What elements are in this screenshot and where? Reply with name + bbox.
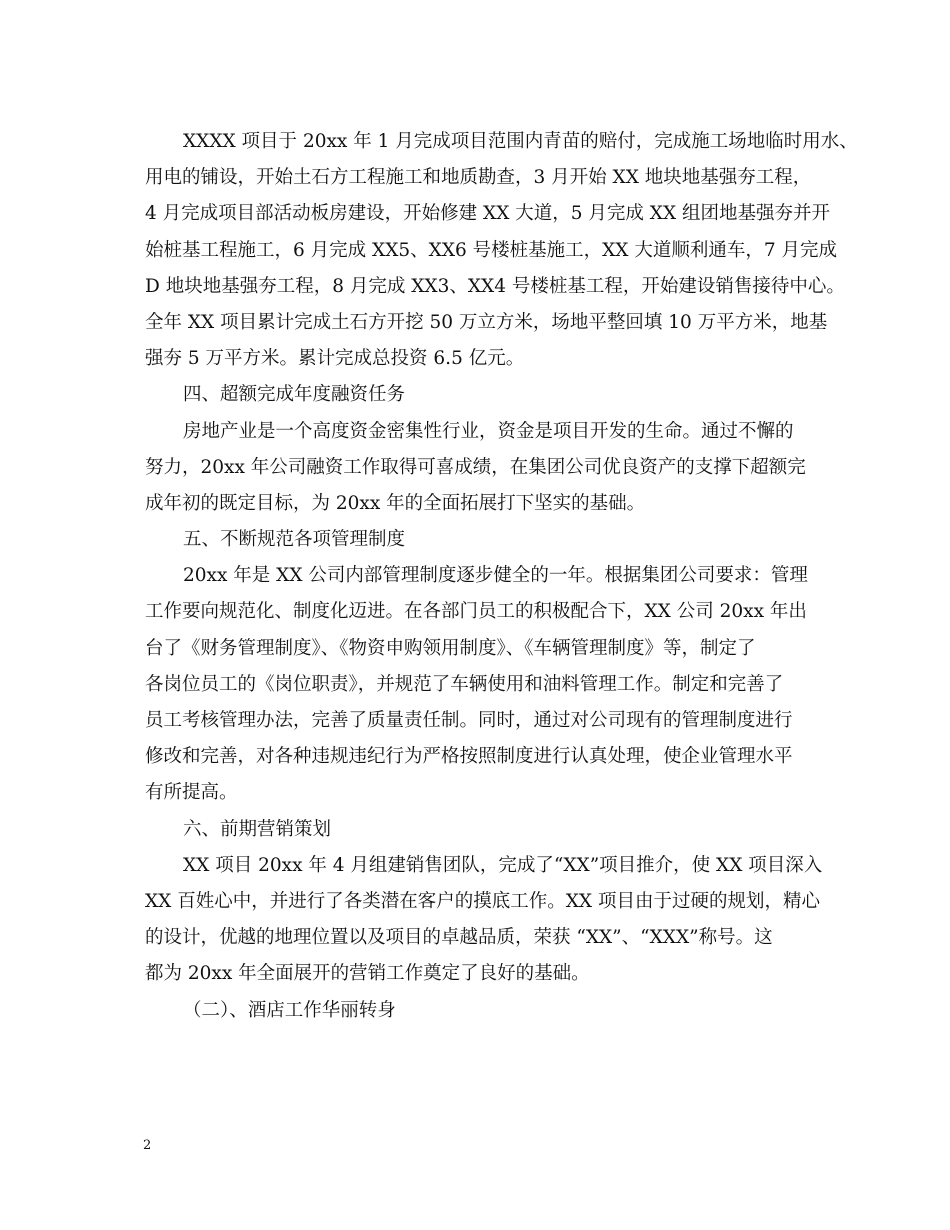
text-line: 各岗位员工的《岗位职责》，并规范了车辆使用和油料管理工作。制定和完善了 <box>145 673 784 695</box>
text-line: 全年 XX 项目累计完成土石方开挖 50 万立方米，场地平整回填 10 万平方米，地基 <box>145 311 828 333</box>
text-line: XX 百姓心中，并进行了各类潜在客户的摸底工作。XX 项目由于过硬的规划，精心 <box>145 890 820 912</box>
text-line: 都为 20xx 年全面展开的营销工作奠定了良好的基础。 <box>145 963 590 985</box>
text-line: 强夯 5 万平方米。累计完成总投资 6.5 亿元。 <box>145 348 525 370</box>
text-line: XXXX 项目于 20xx 年 1 月完成项目范围内青苗的赔付，完成施工场地临时用水、 <box>183 131 858 152</box>
text-line: 20xx 年是 XX 公司内部管理制度逐步健全的一年。根据集团公司要求：管理 <box>183 565 808 587</box>
text-line: 五、不断规范各项管理制度 <box>183 529 406 551</box>
text-line: 成年初的既定目标，为 20xx 年的全面拓展打下坚实的基础。 <box>145 492 646 514</box>
text-line: 始桩基工程施工，6 月完成 XX5、XX6 号楼桩基施工，XX 大道顺利通车，7 月完成 <box>145 239 838 261</box>
text-line: 四、超额完成年度融资任务 <box>183 384 406 406</box>
document-body <box>145 124 858 1029</box>
text-line: 修改和完善，对各种违规违纪行为严格按照制度进行认真处理，使企业管理水平 <box>145 746 793 768</box>
text-line: 努力，20xx 年公司融资工作取得可喜成绩，在集团公司优良资产的支撑下超额完 <box>145 456 806 478</box>
text-line: 用电的铺设，开始土石方工程施工和地质勘查，3 月开始 XX 地块地基强夯工程， <box>145 167 812 189</box>
text-line: 员工考核管理办法，完善了质量责任制。同时，通过对公司现有的管理制度进行 <box>145 710 793 731</box>
text-line: XX 项目 20xx 年 4 月组建销售团队，完成了“XX”项目推介，使 XX 项目深入 <box>183 854 823 876</box>
text-line: 房地产业是一个高度资金密集性行业，资金是项目开发的生命。通过不懈的 <box>183 420 794 442</box>
text-line: 有所提高。 <box>145 782 238 804</box>
text-line: （二）、酒店工作华丽转身 <box>183 999 396 1021</box>
text-line: 六、前期营销策划 <box>183 818 332 840</box>
text-line: 台了《财务管理制度》、《物资申购领用制度》、《车辆管理制度》等，制定了 <box>145 637 756 659</box>
page-number: 2 <box>143 1138 152 1153</box>
text-line: 的设计，优越的地理位置以及项目的卓越品质，荣获 “XX”、“XXX”称号。这 <box>145 927 773 949</box>
text-line: D 地块地基强夯工程，8 月完成 XX3、XX4 号楼桩基工程，开始建设销售接待中心。 <box>145 275 845 297</box>
text-line: 工作要向规范化、制度化迈进。在各部门员工的积极配合下，XX 公司 20xx 年出 <box>145 601 807 623</box>
text-line: 4 月完成项目部活动板房建设，开始修建 XX 大道，5 月完成 XX 组团地基强夯并开 <box>145 203 831 225</box>
